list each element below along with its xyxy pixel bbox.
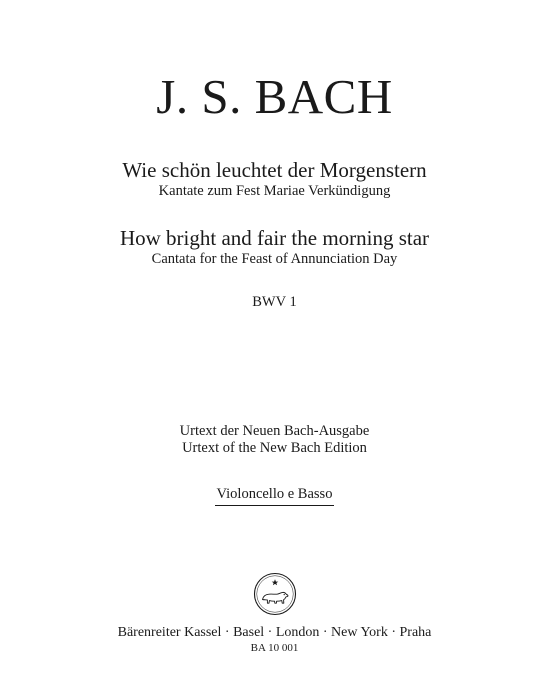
- work-subtitle-english: Cantata for the Feast of Annunciation Day: [151, 251, 398, 267]
- work-subtitle-german: Kantate zum Fest Mariae Verkündigung: [158, 183, 391, 199]
- publisher-line: Bärenreiter Kassel · Basel · London · New York · Praha: [117, 625, 432, 640]
- edition-note-english: Urtext of the New Bach Edition: [182, 440, 367, 456]
- composer-name: J. S. BACH: [156, 69, 393, 124]
- instrumentation-label: [0, 487, 549, 506]
- instrumentation-text: Violoncello e Basso: [215, 487, 335, 506]
- catalog-number: BWV 1: [252, 294, 297, 310]
- edition-note-german: Urtext der Neuen Bach-Ausgabe: [179, 423, 370, 439]
- order-number: BA 10 001: [250, 642, 299, 654]
- work-title-english: How bright and fair the morning star: [119, 226, 430, 250]
- baerenreiter-bear-logo-icon: [253, 572, 297, 616]
- work-title-german: Wie schön leuchtet der Morgenstern: [122, 158, 427, 182]
